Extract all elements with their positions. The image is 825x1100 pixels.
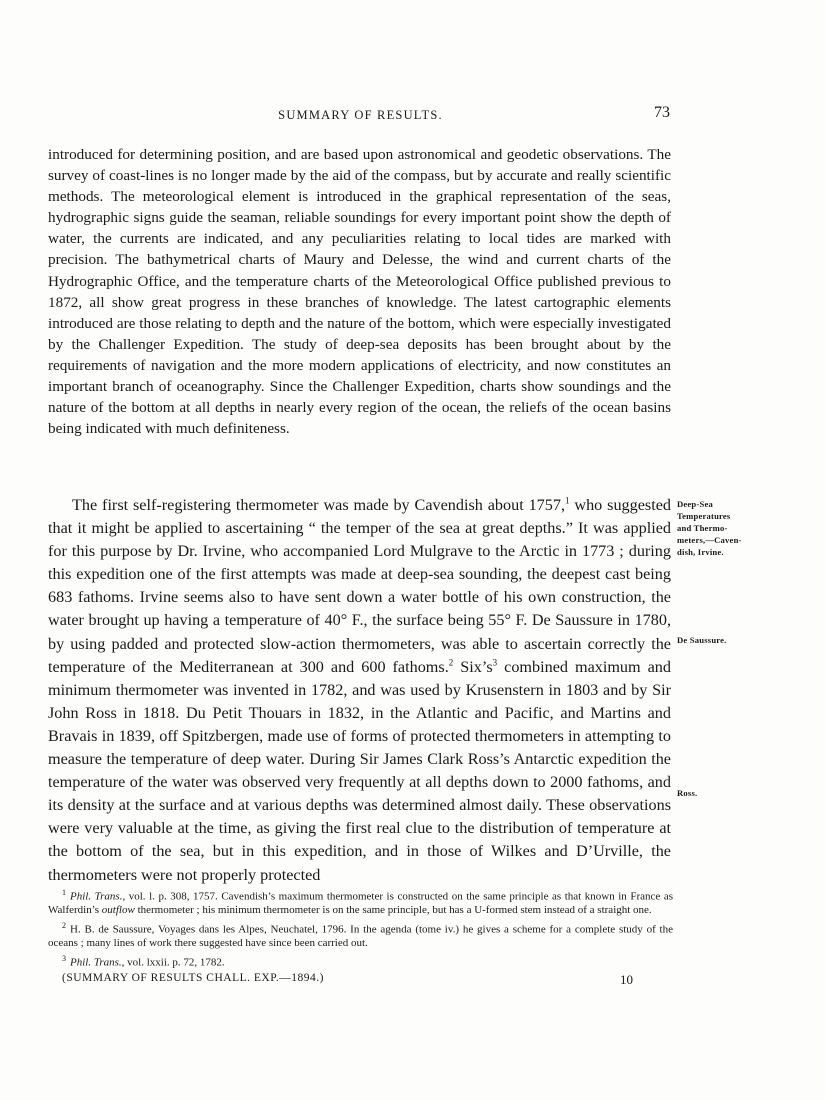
sidenote-de-saussure	[677, 634, 727, 646]
sidenote-line: dish, Irvine.	[677, 547, 724, 557]
paragraph-thermometers	[48, 494, 671, 887]
footnote-italic: outflow	[101, 904, 135, 917]
footnote-ref[interactable]: 3	[492, 657, 498, 668]
footnote-mark: 1	[62, 888, 66, 897]
footnote-source: Phil. Trans.	[70, 890, 123, 903]
footnote-1	[48, 886, 673, 918]
footnote-ref[interactable]: 1	[565, 495, 570, 506]
footnote-ref[interactable]: 2	[448, 657, 454, 668]
paragraph-text: introduced for determining position, and are based upon astronomical and geodetic observations. The survey of coast-lines is no longer made by the aid of the compass, but by accurate and really scientific methods. The meteorological element is introduced in the graphical representation of the seas, hydrographic signs guide the seaman, reliable soundings for every important point show the depth of water, the currents are indicated, and any peculiarities relating to local tides are marked with precision. The bathymetrical charts of Maury and Delesse, the wind and current charts of the Hydrographic Office, and the temperature charts of the Meteorological Office published previous to 1872, all show great progress in these branches of knowledge. The latest cartographic elements introduced are those relating to depth and the nature of the bottom, which were especially investigated by the Challenger Expedition. The study of deep-sea deposits has been brought about by the requirements of navigation and the more modern applications of electricity, and now constitutes an important branch of oceanography. Since the Challenger Expedition, charts show soundings and the nature of the bottom at all depths in nearly every region of the ocean, the reliefs of the ocean basins being indicated with much definiteness.	[48, 146, 671, 438]
series-imprint: (SUMMARY OF RESULTS CHALL. EXP.—1894.)	[62, 972, 324, 984]
sidenote-ross	[677, 787, 697, 799]
footnote-text: , vol. lxxii. p. 72, 1782.	[121, 956, 225, 969]
footnote-source: Phil. Trans.	[70, 956, 122, 969]
paragraph-text	[48, 494, 671, 887]
sidenote-deep-sea-temperatures	[677, 498, 742, 558]
sidenote-line: Ross.	[677, 788, 698, 798]
text-run: who suggested that it might be applied to ascertaining “ the temper of the sea at great depths.” It was applied for this purpose by Dr. Irvine, who accompanied Lord Mulgrave to the Arctic in 1773 ; during this expedition one of the first attempts was made at deep-sea sounding, the deepest cast being 683 fathoms. Irvine seems also to have sent down a water bottle of his own construction, the water brought up having a temperature of 40° F., the surface being 55° F. De Saussure in 1780, by using padded and protected slow-action thermometers, was able to ascertain correctly the temperature of the Mediterranean at 300 and 600 fathoms.	[48, 496, 671, 676]
footnote-text: , vol. l. p. 308, 1757. Cavendish’s maximum thermometer is constructed on the same principle as that known in France as Walferdin’s	[48, 890, 673, 917]
text-run: The first self-registering thermometer was made by Cavendish about 1757,	[72, 496, 566, 514]
footnotes	[48, 886, 673, 971]
sidenote-line: De Saussure.	[677, 635, 727, 645]
sidenote-line: Deep-Sea	[677, 499, 713, 509]
text-run: combined maximum and minimum thermometer was invented in 1782, and was used by Krusenstern in 1803 and by Sir John Ross in 1818. Du Petit Thouars in 1832, in the Atlantic and Pacific, and Martins and Bravais in 1839, off Spitzbergen, made use of forms of protected thermometers in attempting to measure the temperature of deep water. During Sir James Clark Ross’s Antarctic expedition the temperature of the water was observed very frequently at all depths down to 2000 fathoms, and its density at the surface and at various depths was determined almost daily. These observations were very valuable at the time, as giving the first real clue to the distribution of temperature at the bottom of the sea, but in this expedition, and in those of Wilkes and D’Urville, the thermometers were not properly protected	[48, 657, 671, 884]
running-title: SUMMARY OF RESULTS.	[278, 108, 443, 122]
footnote-mark: 2	[62, 920, 66, 930]
footnote-text: H. B. de Saussure, Voyages dans les Alpes, Neuchatel, 1796. In the agenda (tome iv.) he gives a scheme for a complete study of the oceans ; many lines of work there suggested have since been carried out.	[48, 923, 673, 950]
text-run: Six’s	[453, 657, 493, 676]
footnote-mark: 3	[62, 953, 66, 963]
footnote-text: thermometer ; his minimum thermometer is on the same principle, but has a U-formed stem instead of a straight one.	[134, 904, 652, 917]
signature-number: 10	[620, 972, 633, 987]
paragraph-cartography	[48, 144, 671, 439]
sidenote-line: meters,—Caven-	[677, 535, 742, 545]
footnote-3	[48, 952, 673, 970]
sidenote-line: Temperatures	[677, 511, 731, 521]
page-number: 73	[654, 104, 670, 121]
sidenote-line: and Thermo-	[677, 523, 728, 533]
footnote-2	[48, 919, 673, 951]
